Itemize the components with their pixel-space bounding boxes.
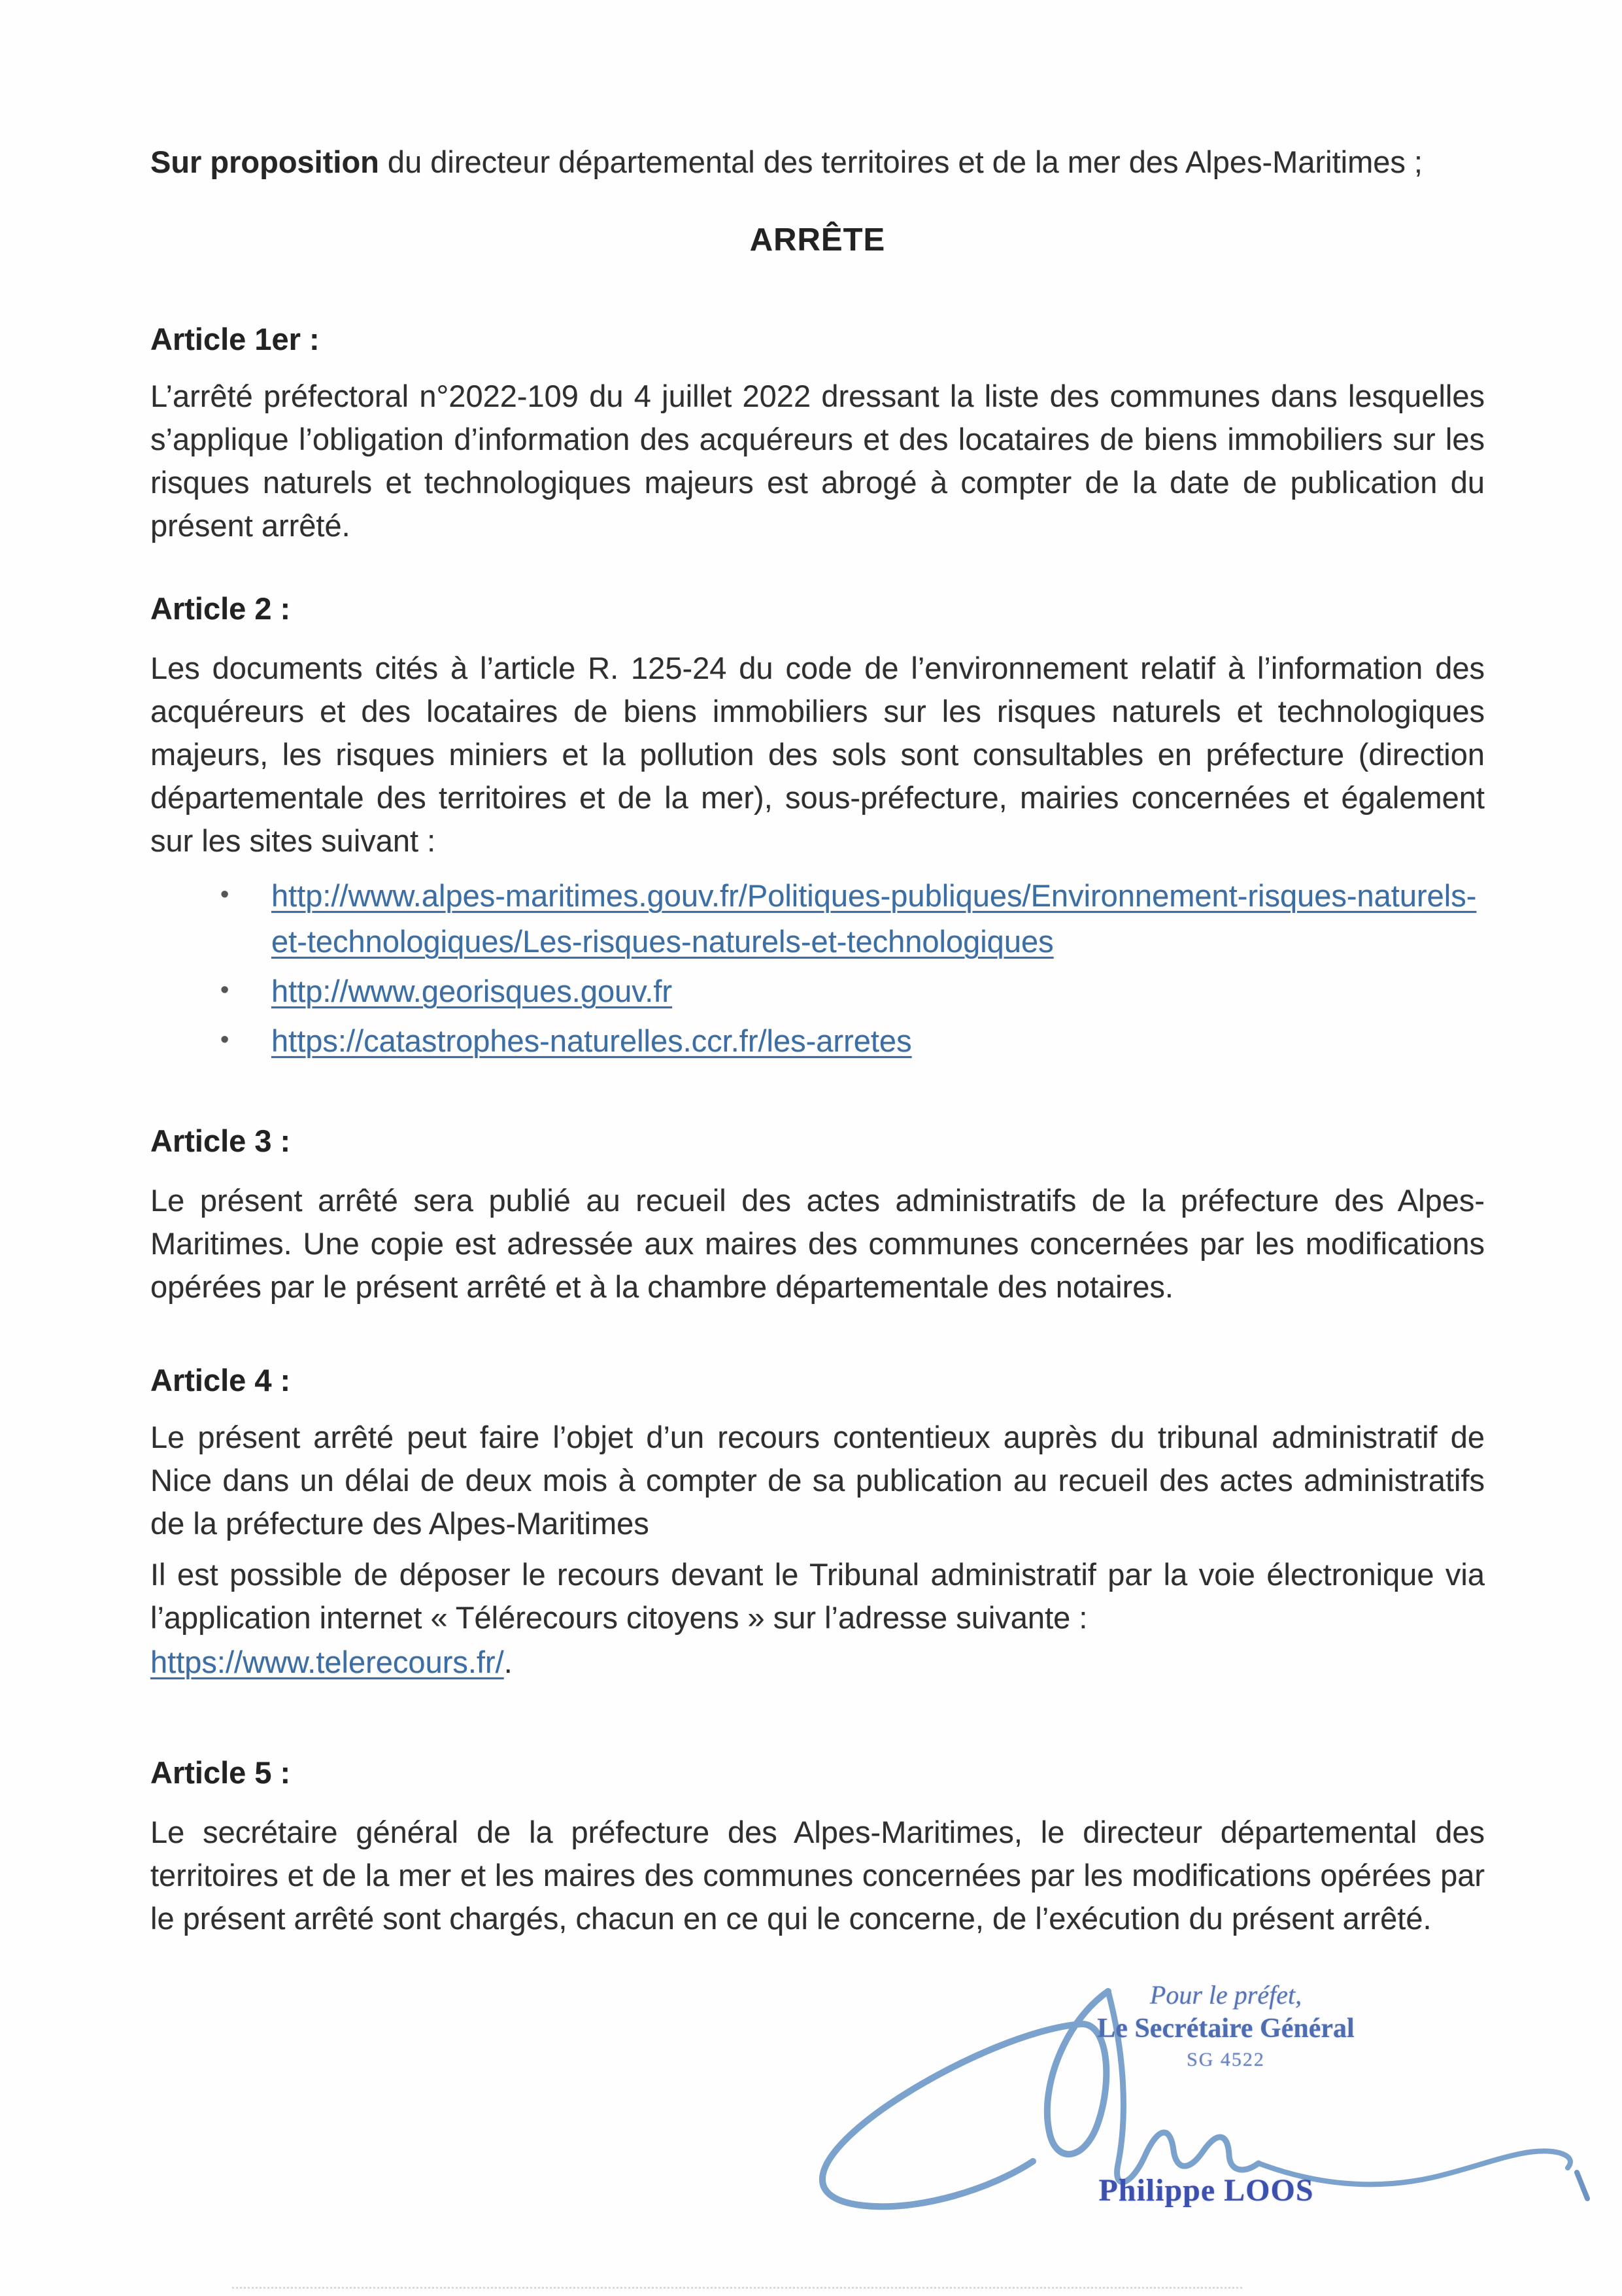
article-4-paragraph-2: Il est possible de déposer le recours devant le Tribunal administratif par la voie électronique via l’application internet « Télérecours citoyens » sur l’adresse suivante : <box>150 1557 1485 1635</box>
list-item <box>218 873 1485 965</box>
stamp-for-prefect-line: Pour le préfet, <box>1149 1980 1302 2010</box>
article-5-paragraph: Le secrétaire général de la préfecture des Alpes-Maritimes, le directeur départemental des territoires et de la mer et les maires des communes concernées par les modifications opérées par le présent arrêté sont chargés, chacun en ce qui le concerne, de l’exécution du présent arrêté. <box>150 1815 1485 1936</box>
intro-rest: du directeur départemental des territoires et de la mer des Alpes-Maritimes ; <box>379 145 1423 179</box>
article-4-paragraph-1: Le présent arrêté peut faire l’objet d’un recours contentieux auprès du tribunal administratif de Nice dans un délai de deux mois à compter de sa publication au recueil des actes administratifs de la préfecture des Alpes-Maritimes <box>150 1420 1485 1541</box>
link-period: . <box>503 1645 513 1679</box>
list-item <box>218 1018 1485 1064</box>
intro-lead-bold: Sur proposition <box>150 145 379 179</box>
signature-block <box>752 1962 1615 2243</box>
catastrophes-naturelles-link[interactable]: https://catastrophes-naturelles.ccr.fr/les-arretes <box>271 1023 912 1058</box>
document-body <box>150 141 1485 1940</box>
article-2-paragraph: Les documents cités à l’article R. 125-24 du code de l’environnement relatif à l’information des acquéreurs et des locataires de biens immobiliers sur les risques naturels et technologiques majeurs, les risques miniers et la pollution des sols sont consultables en préfecture (direction départementale des territoires et de la mer), sous-préfecture, mairies concernées et également sur les sites suivant : <box>150 651 1485 858</box>
signature-name: Philippe LOOS <box>1098 2173 1314 2208</box>
stamp-role-line: Le Secrétaire Général <box>1097 2013 1355 2044</box>
arrete-heading: ARRÊTE <box>749 222 886 258</box>
article-2-title: Article 2 : <box>150 591 291 626</box>
article-4-title: Article 4 : <box>150 1363 291 1397</box>
article-1-title: Article 1er : <box>150 322 320 356</box>
alpes-maritimes-risques-link[interactable]: http://www.alpes-maritimes.gouv.fr/Politiques-publiques/Environnement-risques-naturels-et-technologiques/Les-risques-naturels-et-technologiques <box>271 878 1477 959</box>
article-1-paragraph: L’arrêté préfectoral n°2022-109 du 4 juillet 2022 dressant la liste des communes dans lesquelles s’applique l’obligation d’information des acquéreurs et des locataires de biens immobiliers sur les risques naturels et technologiques majeurs est abrogé à compter de la date de publication du présent arrêté. <box>150 379 1485 543</box>
signature-stamp <box>1036 1980 1415 2072</box>
article-3-paragraph: Le présent arrêté sera publié au recueil des actes administratifs de la préfecture des Alpes-Maritimes. Une copie est adressée aux maires des communes concernées par les modifications opérées par le présent arrêté et à la chambre départementale des notaires. <box>150 1183 1485 1304</box>
article-5-title: Article 5 : <box>150 1755 291 1790</box>
georisques-link[interactable]: http://www.georisques.gouv.fr <box>271 974 673 1008</box>
article-3-title: Article 3 : <box>150 1123 291 1158</box>
telerecours-link[interactable]: https://www.telerecours.fr/ <box>150 1645 504 1679</box>
scan-edge-artifact <box>232 2287 1242 2289</box>
telerecours-link-line <box>150 1641 1485 1684</box>
intro-paragraph <box>150 141 1485 184</box>
list-item <box>218 968 1485 1014</box>
stamp-ref-line: SG 4522 <box>1187 2049 1265 2070</box>
links-list <box>150 873 1485 1064</box>
